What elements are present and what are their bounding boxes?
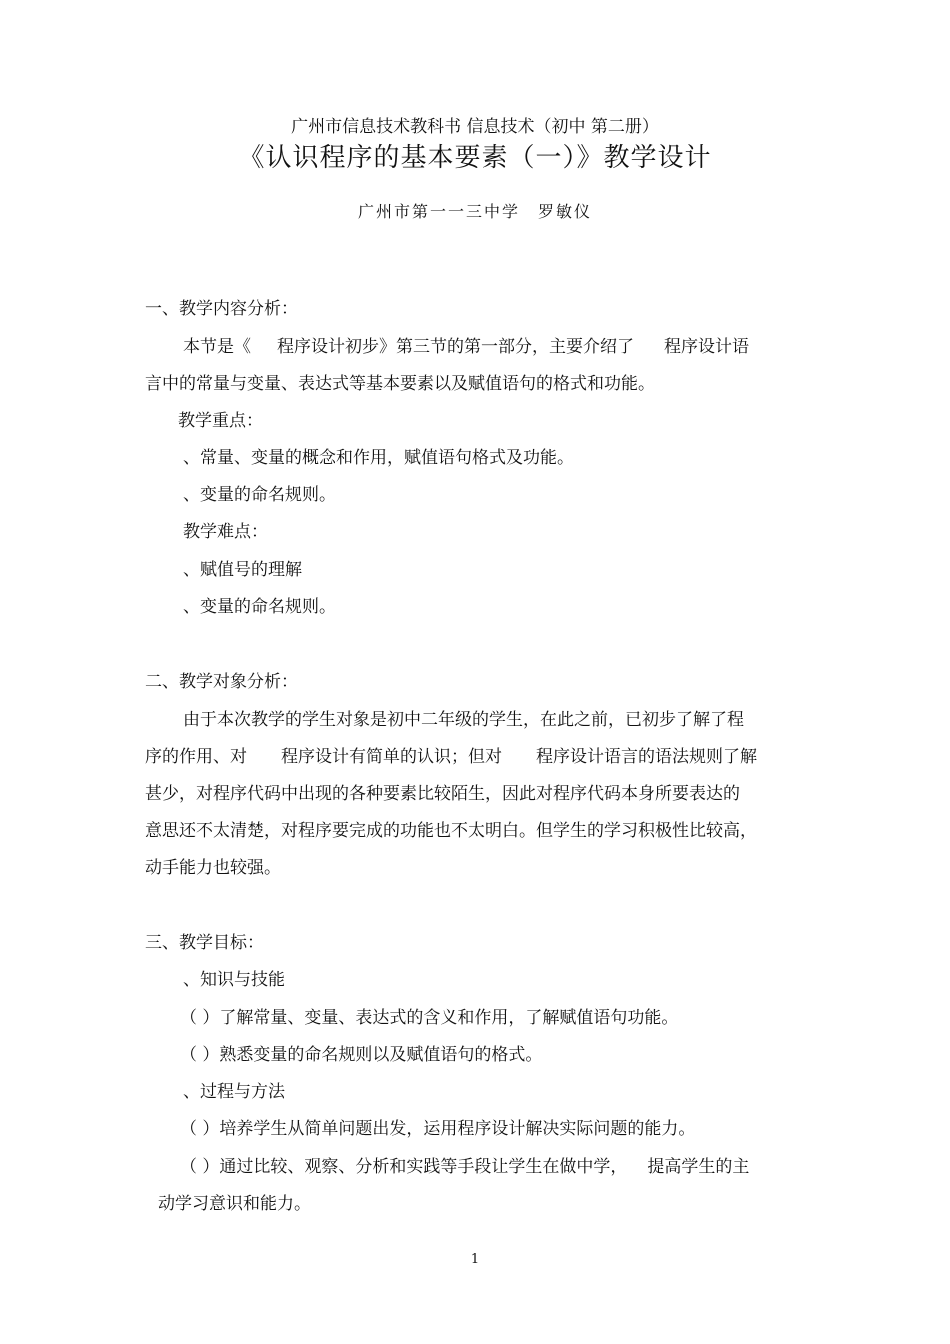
section2-line2-a: 序的作用、对: [145, 747, 247, 767]
section2-line2: [145, 746, 757, 768]
difficult-point-1: 、赋值号的理解: [183, 560, 302, 580]
section1-text-c: 程序设计语: [664, 337, 749, 357]
section2-line2-c: 程序设计语言的语法规则了解: [536, 747, 757, 767]
objective-knowledge-skills: 、知识与技能: [183, 970, 285, 990]
document-subtitle: 广州市信息技术教科书 信息技术（初中 第二册）: [291, 117, 659, 137]
key-points-label: 教学重点：: [178, 411, 263, 431]
objective-1-1: （ ）了解常量、变量、表达式的含义和作用，了解赋值语句功能。: [180, 1008, 679, 1028]
key-point-1: 、常量、变量的概念和作用，赋值语句格式及功能。: [183, 448, 574, 468]
difficult-point-2: 、变量的命名规则。: [183, 597, 336, 617]
section1-paragraph-line1: [183, 336, 749, 358]
difficult-points-label: 教学难点：: [183, 522, 268, 542]
objective-2-2: [180, 1156, 749, 1178]
section2-line3: 甚少，对程序代码中出现的各种要素比较陌生，因此对程序代码本身所要表达的: [145, 784, 740, 804]
document-author: 广州市第一一三中学 罗敏仪: [357, 202, 592, 221]
key-point-2: 、变量的命名规则。: [183, 485, 336, 505]
section2-heading: 二、教学对象分析：: [145, 672, 298, 692]
page-number: 1: [470, 1252, 480, 1267]
objective-2-2-a: （ ）通过比较、观察、分析和实践等手段让学生在做中学，: [180, 1157, 628, 1177]
objective-2-2-b: 提高学生的主: [647, 1157, 750, 1177]
section1-text-b: 程序设计初步》第三节的第一部分，主要介绍了: [277, 337, 634, 357]
section1-text-a: 本节是《: [183, 337, 251, 357]
section2-line5: 动手能力也较强。: [145, 858, 281, 878]
section1-paragraph-line2: 言中的常量与变量、表达式等基本要素以及赋值语句的格式和功能。: [145, 374, 655, 394]
section2-line2-b: 程序设计有简单的认识；但对: [281, 747, 502, 767]
section1-heading: 一、教学内容分析：: [145, 299, 298, 319]
section2-line4: 意思还不太清楚，对程序要完成的功能也不太明白。但学生的学习积极性比较高，: [145, 821, 757, 841]
objective-1-2: （ ）熟悉变量的命名规则以及赋值语句的格式。: [180, 1045, 543, 1065]
section2-line1: 由于本次教学的学生对象是初中二年级的学生，在此之前，已初步了解了程: [183, 710, 744, 730]
section3-heading: 三、教学目标：: [145, 933, 264, 953]
objective-2-2-line2: 动学习意识和能力。: [158, 1194, 311, 1214]
objective-process-methods: 、过程与方法: [183, 1082, 285, 1102]
document-title: 《认识程序的基本要素（一）》教学设计: [238, 143, 712, 173]
objective-2-1: （ ）培养学生从简单问题出发，运用程序设计解决实际问题的能力。: [180, 1119, 696, 1139]
